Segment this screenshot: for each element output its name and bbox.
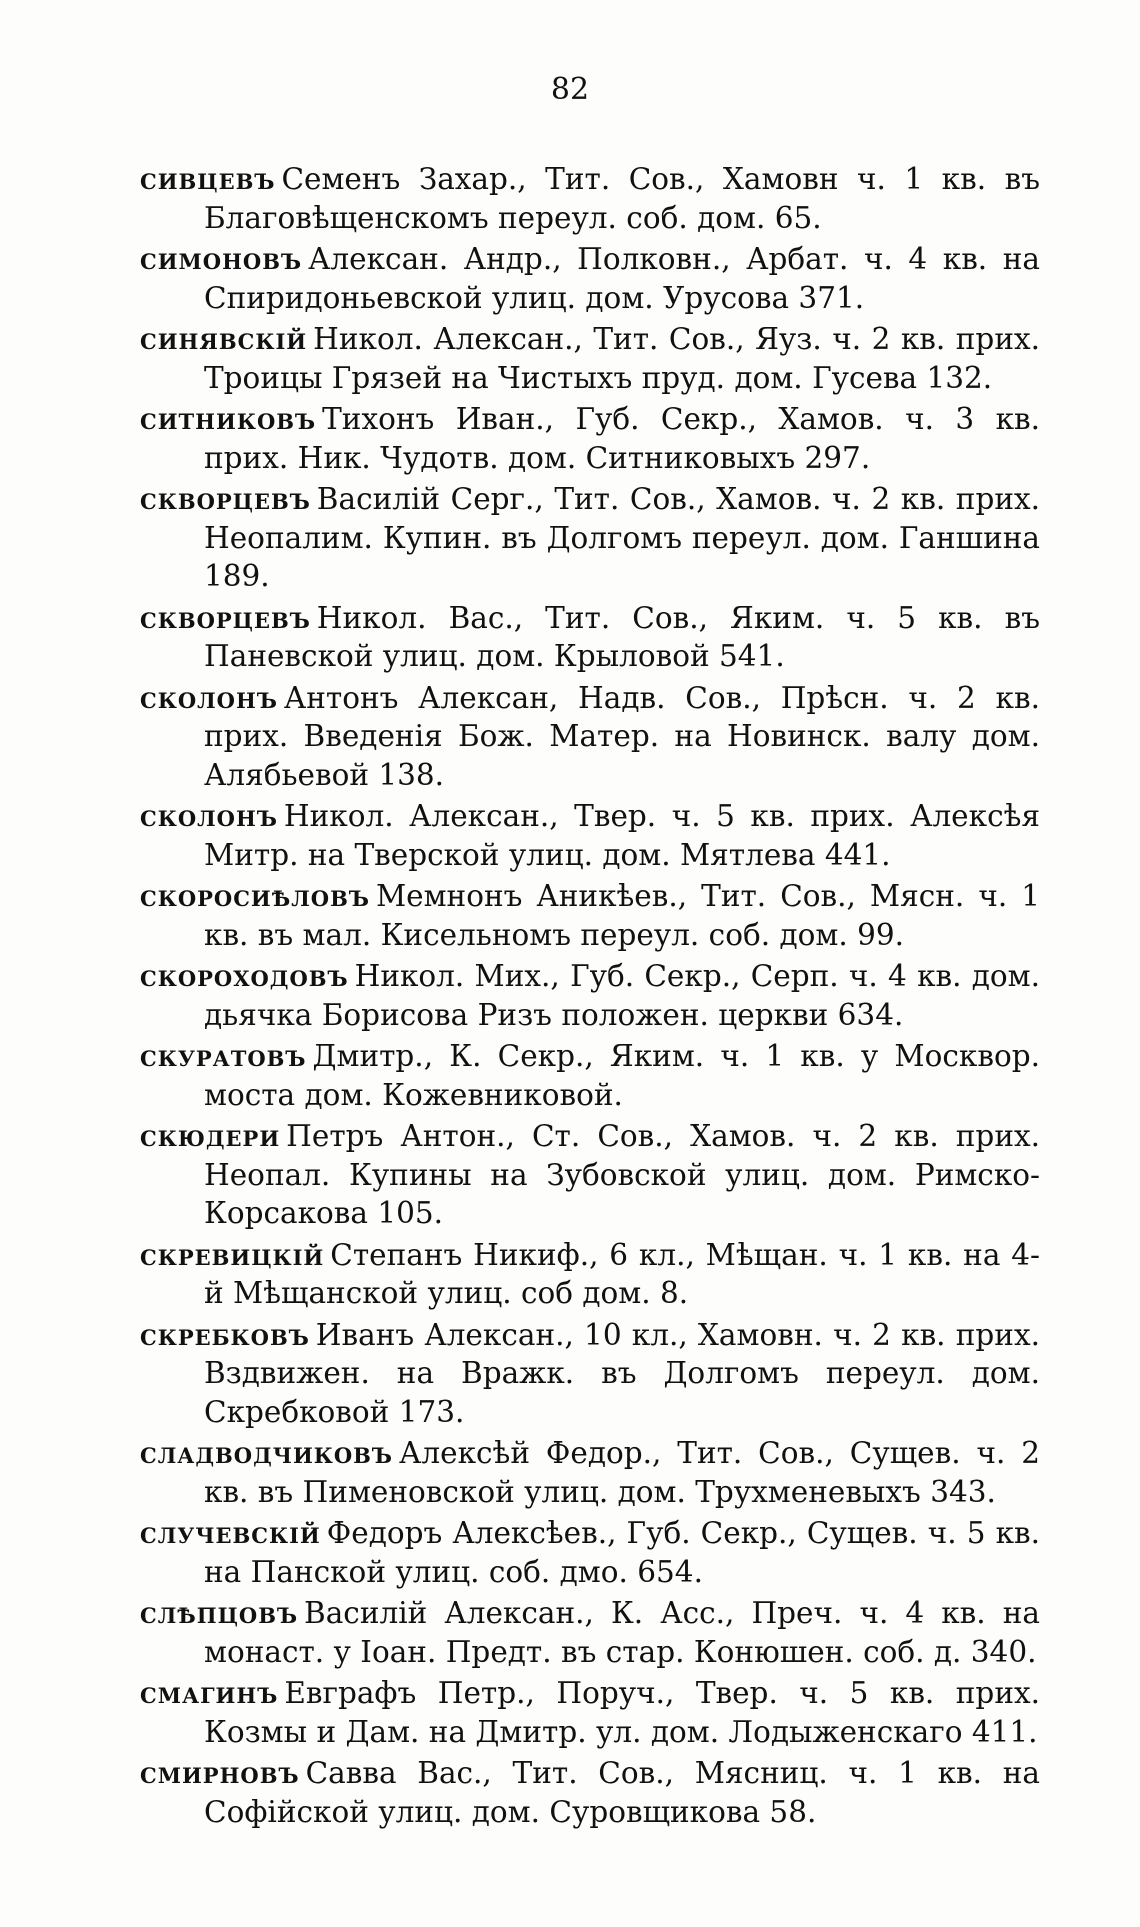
- directory-entry: [140, 1037, 1040, 1114]
- directory-entry: [140, 400, 1040, 477]
- directory-entry: [140, 160, 1040, 237]
- entry-details: Никол. Алексан., Твер. ч. 5 кв. прих. Алексѣя Митр. на Тверской улиц. дом. Мятлева 441.: [204, 799, 1040, 872]
- entry-surname: скворцевъ: [140, 599, 311, 635]
- directory-entry: [140, 797, 1040, 874]
- entry-surname: смирновъ: [140, 1755, 300, 1790]
- entry-surname: сивцевъ: [140, 161, 276, 196]
- entry-details: Дмитр., К. Секр., Яким. ч. 1 кв. у Москвор. моста дом. Кожевниковой.: [204, 1039, 1040, 1112]
- entry-details: Василій Серг., Тит. Сов., Хамов. ч. 2 кв. прих. Неопалим. Купин. въ Долгомъ переул. дом. Ганшина 189.: [204, 482, 1040, 593]
- entry-surname: скребковъ: [140, 1316, 310, 1352]
- entry-surname: скревицкій: [140, 1236, 325, 1272]
- entry-surname: сколонъ: [140, 798, 278, 833]
- directory-entry: [140, 679, 1040, 795]
- entry-details: Алексан. Андр., Полковн., Арбат. ч. 4 кв. на Спиридоньевской улиц. дом. Урусова 371.: [204, 242, 1040, 315]
- entry-details: Евграфъ Петр., Поруч., Твер. ч. 5 кв. прих. Козмы и Дам. на Дмитр. ул. дом. Лодыженскаго 411.: [204, 1676, 1040, 1749]
- entry-details: Тихонъ Иван., Губ. Секр., Хамов. ч. 3 кв. прих. Ник. Чудотв. дом. Ситниковыхъ 297.: [204, 402, 1040, 475]
- directory-entry: [140, 240, 1040, 317]
- directory-entry: [140, 957, 1040, 1034]
- directory-entry: [140, 1117, 1040, 1233]
- entry-details: Савва Вас., Тит. Сов., Мясниц. ч. 1 кв. на Софійской улиц. дом. Суровщикова 58.: [204, 1756, 1040, 1829]
- directory-entry: [140, 320, 1040, 397]
- entry-details: Никол. Мих., Губ. Секр., Серп. ч. 4 кв. дом. дьячка Борисова Ризъ положен. церкви 634.: [204, 959, 1040, 1032]
- directory-entry: [140, 1674, 1040, 1751]
- directory-entry: [140, 1316, 1040, 1432]
- entry-details: Антонъ Алексан, Надв. Сов., Прѣсн. ч. 2 кв. прих. Введенія Бож. Матер. на Новинск. валу дом. Алябьевой 138.: [204, 680, 1040, 792]
- page-number: 82: [550, 72, 590, 107]
- entry-details: Иванъ Алексан., 10 кл., Хамовн. ч. 2 кв. прих. Вздвижен. на Вражк. въ Долгомъ переул. дом. Скребковой 173.: [204, 1317, 1040, 1429]
- entry-surname: симоновъ: [140, 241, 303, 276]
- directory-entry: [140, 1514, 1040, 1591]
- entry-surname: скуратовъ: [140, 1038, 307, 1073]
- entry-details: Семенъ Захар., Тит. Сов., Хамовн ч. 1 кв. въ Благовѣщенскомъ переул. соб. дом. 65.: [204, 162, 1040, 235]
- entry-surname: скоросиѣловъ: [140, 878, 370, 913]
- entry-details: Мемнонъ Аникѣев., Тит. Сов., Мясн. ч. 1 кв. въ мал. Кисельномъ переул. соб. дом. 99.: [204, 879, 1040, 952]
- entry-surname: сладводчиковъ: [140, 1435, 394, 1470]
- directory-entry: [140, 877, 1040, 954]
- entry-surname: сколонъ: [140, 679, 278, 715]
- entry-surname: смагинъ: [140, 1675, 279, 1710]
- entry-details: Петръ Антон., Ст. Сов., Хамов. ч. 2 кв. прих. Неопал. Купины на Зубовской улиц. дом. Римско-Корсакова 105.: [204, 1119, 1040, 1230]
- entry-surname: скюдери: [140, 1118, 281, 1153]
- entry-surname: слѣпцовъ: [140, 1595, 299, 1630]
- directory-entry: [140, 1236, 1040, 1313]
- directory-entries: [140, 160, 1040, 1834]
- entry-details: Алексѣй Федор., Тит. Сов., Сущев. ч. 2 кв. въ Пименовской улиц. дом. Трухменевыхъ 343.: [204, 1436, 1040, 1509]
- entry-details: Степанъ Никиф., 6 кл., Мѣщан. ч. 1 кв. на 4-й Мѣщанской улиц. соб дом. 8.: [204, 1237, 1040, 1310]
- directory-entry: [140, 1594, 1040, 1671]
- entry-details: Никол. Алексан., Тит. Сов., Яуз. ч. 2 кв. прих. Троицы Грязей на Чистыхъ пруд. дом. Гусева 132.: [204, 322, 1040, 395]
- entry-surname: ситниковъ: [140, 401, 317, 436]
- directory-entry: [140, 1434, 1040, 1511]
- entry-surname: синявскій: [140, 321, 308, 356]
- entry-surname: случевскій: [140, 1515, 321, 1550]
- entry-details: Федоръ Алексѣев., Губ. Секр., Сущев. ч. 5 кв. на Панской улиц. соб. дмо. 654.: [204, 1516, 1040, 1589]
- directory-entry: [140, 1754, 1040, 1831]
- entry-surname: скворцевъ: [140, 481, 311, 516]
- directory-entry: [140, 599, 1040, 676]
- entry-details: Никол. Вас., Тит. Сов., Яким. ч. 5 кв. въ Паневской улиц. дом. Крыловой 541.: [204, 600, 1040, 673]
- entry-surname: скороходовъ: [140, 958, 349, 993]
- directory-entry: [140, 480, 1040, 596]
- entry-details: Василій Алексан., К. Асс., Преч. ч. 4 кв. на монаст. у Іоан. Предт. въ стар. Конюшен. соб. д. 340.: [204, 1596, 1040, 1669]
